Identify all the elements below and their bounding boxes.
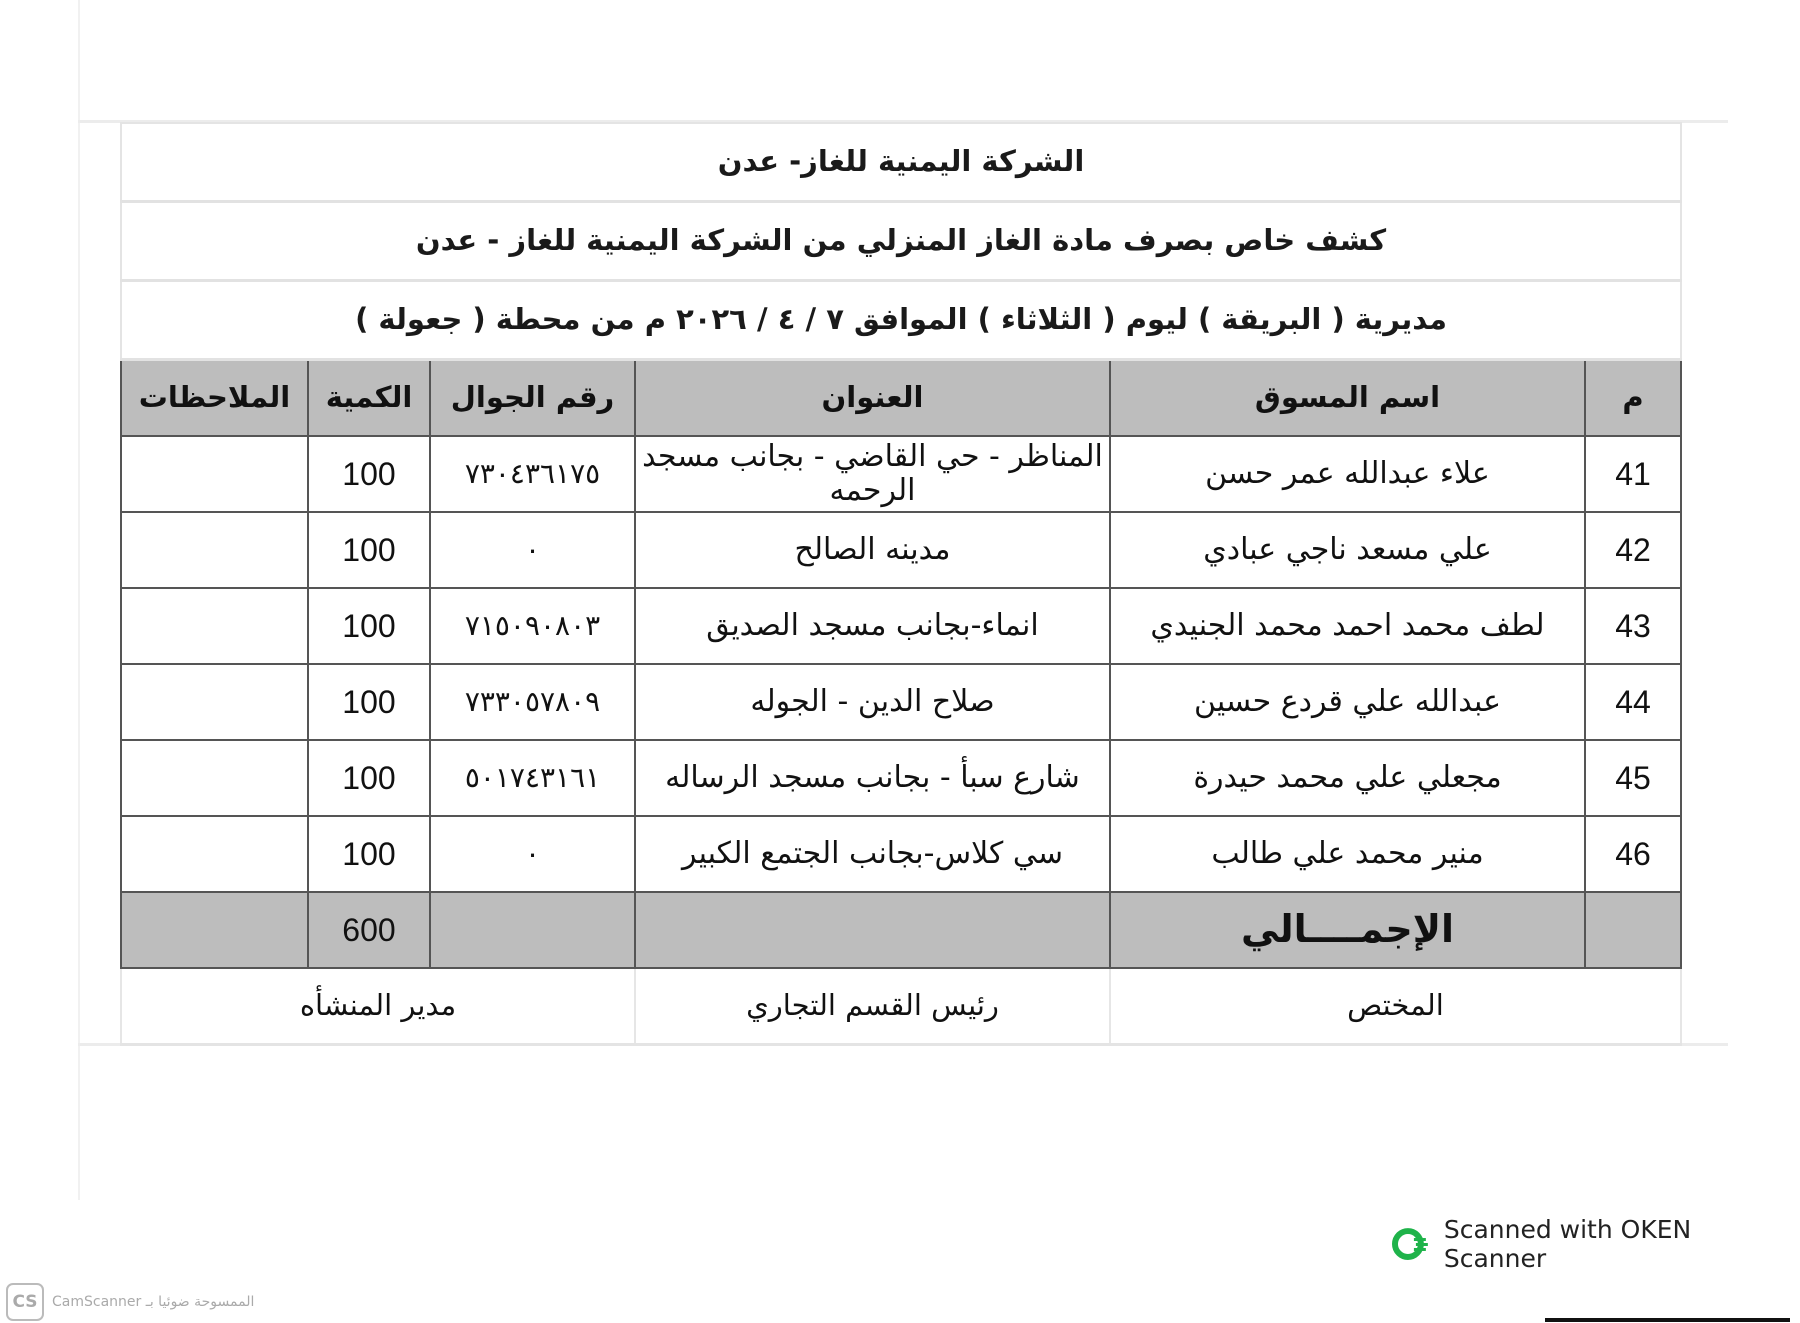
district-line: مديرية ( البريقة ) ليوم ( الثلاثاء ) الموافق ٧ / ٤ / ٢٠٢٦ م من محطة ( جعولة ) bbox=[121, 281, 1681, 360]
company-title: الشركة اليمنية للغاز- عدن bbox=[121, 123, 1681, 202]
column-header-row bbox=[121, 360, 1681, 437]
row-quantity: 100 bbox=[308, 816, 430, 892]
row-phone: ٠ bbox=[430, 512, 635, 588]
row-address: صلاح الدين - الجوله bbox=[635, 664, 1110, 740]
row-notes bbox=[121, 588, 308, 664]
row-quantity: 100 bbox=[308, 664, 430, 740]
row-quantity: 100 bbox=[308, 436, 430, 512]
row-quantity: 100 bbox=[308, 588, 430, 664]
total-quantity: 600 bbox=[308, 892, 430, 968]
report-title-row bbox=[121, 202, 1681, 281]
signature-row bbox=[121, 968, 1681, 1045]
table-row bbox=[121, 664, 1681, 740]
oken-watermark-text: Scanned with OKEN Scanner bbox=[1443, 1215, 1692, 1273]
header-marketer: اسم المسوق bbox=[1110, 360, 1585, 437]
table-row bbox=[121, 436, 1681, 512]
row-phone: ٧٣٠٤٣٦١٧٥ bbox=[430, 436, 635, 512]
header-index: م bbox=[1585, 360, 1681, 437]
total-label: الإجمــــالي bbox=[1110, 892, 1585, 968]
row-address: انماء-بجانب مسجد الصديق bbox=[635, 588, 1110, 664]
row-index: 45 bbox=[1585, 740, 1681, 816]
row-index: 42 bbox=[1585, 512, 1681, 588]
table-row bbox=[121, 740, 1681, 816]
row-index: 41 bbox=[1585, 436, 1681, 512]
row-marketer: علي مسعد ناجي عبادي bbox=[1110, 512, 1585, 588]
page-edge bbox=[78, 0, 80, 1200]
total-index-cell bbox=[1585, 892, 1681, 968]
header-notes: الملاحظات bbox=[121, 360, 308, 437]
row-marketer: علاء عبدالله عمر حسن bbox=[1110, 436, 1585, 512]
total-phone-cell bbox=[430, 892, 635, 968]
header-quantity: الكمية bbox=[308, 360, 430, 437]
row-phone: ٠ bbox=[430, 816, 635, 892]
camscanner-watermark-text: الممسوحة ضوئيا بـ CamScanner bbox=[52, 1294, 255, 1310]
row-phone: ٧١٥٠٩٠٨٠٣ bbox=[430, 588, 635, 664]
row-quantity: 100 bbox=[308, 740, 430, 816]
dispatch-table bbox=[120, 122, 1682, 1046]
header-phone: رقم الجوال bbox=[430, 360, 635, 437]
row-quantity: 100 bbox=[308, 512, 430, 588]
row-notes bbox=[121, 664, 308, 740]
row-address: المناظر - حي القاضي - بجانب مسجد الرحمه bbox=[635, 436, 1110, 512]
header-address: العنوان bbox=[635, 360, 1110, 437]
row-phone: ٧٣٣٠٥٧٨٠٩ bbox=[430, 664, 635, 740]
row-notes bbox=[121, 740, 308, 816]
row-notes bbox=[121, 512, 308, 588]
camscanner-logo-icon: CS bbox=[6, 1283, 44, 1321]
row-marketer: لطف محمد احمد محمد الجنيدي bbox=[1110, 588, 1585, 664]
company-title-row bbox=[121, 123, 1681, 202]
row-index: 46 bbox=[1585, 816, 1681, 892]
table-row bbox=[121, 588, 1681, 664]
total-row bbox=[121, 892, 1681, 968]
oken-watermark bbox=[1390, 1215, 1800, 1273]
row-notes bbox=[121, 436, 308, 512]
row-address: سي كلاس-بجانب الجتمع الكبير bbox=[635, 816, 1110, 892]
row-marketer: منير محمد علي طالب bbox=[1110, 816, 1585, 892]
row-address: مدينه الصالح bbox=[635, 512, 1110, 588]
oken-logo-icon bbox=[1390, 1224, 1430, 1264]
signature-specialist: المختص bbox=[1110, 968, 1681, 1045]
row-marketer: عبدالله علي قردع حسين bbox=[1110, 664, 1585, 740]
signature-facility-manager: مدير المنشأه bbox=[121, 968, 635, 1045]
row-index: 44 bbox=[1585, 664, 1681, 740]
signature-commercial-head: رئيس القسم التجاري bbox=[635, 968, 1110, 1045]
row-phone: ٥٠١٧٤٣١٦١ bbox=[430, 740, 635, 816]
table-row bbox=[121, 512, 1681, 588]
report-title: كشف خاص بصرف مادة الغاز المنزلي من الشركة اليمنية للغاز - عدن bbox=[121, 202, 1681, 281]
total-notes-cell bbox=[121, 892, 308, 968]
total-address-cell bbox=[635, 892, 1110, 968]
camscanner-watermark bbox=[6, 1283, 254, 1321]
district-line-row bbox=[121, 281, 1681, 360]
table-row bbox=[121, 816, 1681, 892]
row-address: شارع سبأ - بجانب مسجد الرساله bbox=[635, 740, 1110, 816]
row-index: 43 bbox=[1585, 588, 1681, 664]
row-marketer: مجعلي علي محمد حيدرة bbox=[1110, 740, 1585, 816]
row-notes bbox=[121, 816, 308, 892]
bottom-edge-bar bbox=[1545, 1318, 1790, 1322]
